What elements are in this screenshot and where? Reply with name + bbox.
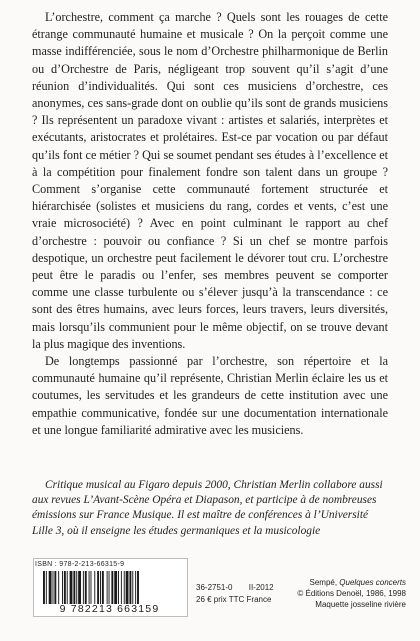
barcode-bar — [129, 571, 131, 604]
barcode-bar — [118, 571, 119, 604]
rights-line: © Éditions Denoël, 1986, 1998 — [297, 589, 406, 598]
barcode-bar — [49, 571, 52, 604]
barcode-bar — [91, 571, 92, 604]
barcode-bar — [78, 571, 81, 604]
barcode-bar — [46, 571, 47, 604]
barcode-bar — [132, 571, 133, 604]
barcode-bar — [89, 571, 90, 604]
barcode-bar — [76, 571, 77, 604]
barcode-image — [41, 571, 180, 604]
blurb-paragraph-2: De longtemps passionné par l’orchestre, son répertoire et la communauté humaine qu’il représente, Christian Merlin éclaire les us et coutumes, les servitudes et les grandeurs de cette institution avec une empathie communicative, fondée sur une documentation internationale et une longue familiarité admirative avec les musiciens. — [32, 354, 388, 437]
cover-credits — [266, 577, 406, 610]
isbn-label: ISBN : 978-2-213-66315-9 — [35, 561, 125, 568]
barcode-bar — [73, 571, 75, 604]
author-bio — [32, 478, 388, 539]
pricing-info — [196, 582, 274, 605]
print-date: II-2012 — [248, 583, 274, 592]
barcode-bar — [126, 571, 129, 604]
barcode-bar — [83, 571, 84, 604]
barcode-bar — [109, 571, 110, 604]
barcode-bar — [70, 571, 73, 604]
barcode-digits: 9 782213 663159 — [59, 603, 160, 615]
barcode-bar — [43, 571, 45, 604]
barcode-bar — [94, 571, 95, 604]
barcode-bar — [67, 571, 68, 604]
publisher-code: 36-2751-0 — [196, 583, 233, 592]
blurb — [32, 9, 388, 439]
artist-name: Sempé, — [309, 578, 340, 587]
barcode-bar — [53, 571, 54, 604]
barcode-bar — [114, 571, 117, 604]
author-bio-text: Critique musical au Figaro depuis 2000, Christian Merlin collabore aussi aux revues L’Avant-Scène Opéra et Diapason, et participe à de nombreuses émissions sur France Musique. Il est maître de conférences à l’Université Lille 3, où il enseigne les études germaniques et la musicologie — [32, 479, 383, 537]
barcode-bar — [107, 571, 108, 604]
price: 26 € prix TTC France — [196, 594, 272, 604]
artwork-credit — [266, 577, 406, 588]
barcode-bar — [100, 571, 101, 604]
barcode-bar — [85, 571, 87, 604]
design-credit: Maquette josseline rivière — [315, 600, 406, 609]
barcode-bar — [64, 571, 66, 604]
artwork-title: Quelques concerts — [339, 578, 406, 587]
barcode-bar — [124, 571, 125, 604]
barcode-bar — [62, 571, 63, 604]
barcode-bar — [102, 571, 104, 604]
barcode-bar — [58, 571, 59, 604]
barcode-bar — [54, 571, 56, 604]
barcode-bar — [111, 571, 113, 604]
barcode-bar — [121, 571, 122, 604]
barcode-bar — [97, 571, 99, 604]
barcode-bar — [135, 571, 136, 604]
blurb-paragraph-1: L’orchestre, comment ça marche ? Quels sont les rouages de cette étrange communauté humaine et musicale ? On la perçoit comme une masse indifférenciée, sous le nom d’Orchestre philharmonique de Berlin ou d’Orchestre de Paris, négligeant trop souvent qu’il s’agit d’une réunion d’individualités. Qui sont ces musiciens d’orchestre, ces anonymes, ces sans-grade dont on oublie qu’ils sont de grands musiciens ? Ils représentent un paradoxe vivant : artistes et salariés, interprètes et exécutants, aristocrates et prolétaires. Est-ce par vocation ou par défaut qu’ils font ce métier ? Qui se soumet pendant ses études à l’excellence et à la compétition pour finalement fondre son talent dans un groupe ? Comment s’organise cette communauté fortement structurée et hiérarchisée (solistes et musiciens du rang, cordes et vents, c’est une vraie microsociété) ? Avec en point culminant le rapport au chef d’orchestre : pouvoir ou confiance ? Si un chef se montre parfois despotique, un orchestre peut facilement le dévorer tout cru. L’orchestre peut être le paradis ou l’enfer, ses membres peuvent se comporter comme une classe turbulente ou s’élever jusqu’à la transcendance : ce sont des êtres humains, avec leurs forces, leurs travers, leurs diversités, mais lorsqu’ils communient pour le même objectif, on se trouve devant la plus magique des inventions. — [32, 10, 388, 351]
barcode-bar — [137, 571, 139, 604]
